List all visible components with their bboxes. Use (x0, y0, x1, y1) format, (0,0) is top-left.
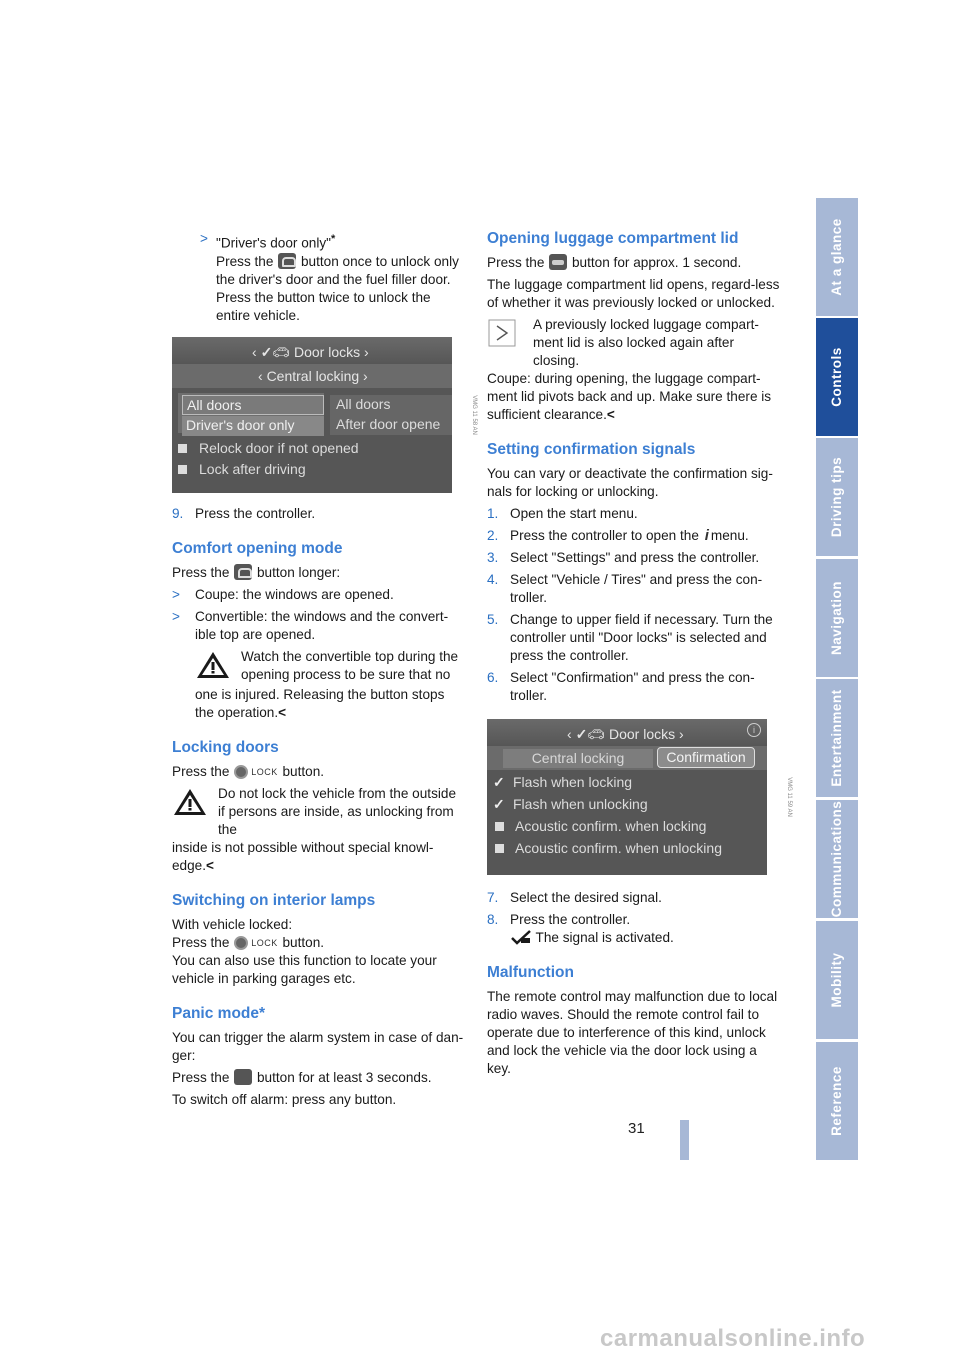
screen-header: ‹ ✓🚗︎ Door locks › (252, 343, 369, 360)
checkbox-icon (178, 444, 187, 453)
checkbox-row-checked[interactable] (493, 795, 648, 813)
step-text: Select "Vehicle / Tires" and press the con-troller. (510, 572, 763, 605)
tab-label: Mobility (829, 952, 844, 1008)
lock-button-icon (234, 934, 278, 952)
info-note (487, 316, 781, 424)
warning-box (195, 648, 466, 686)
lock-button-icon (234, 763, 278, 781)
tab-label: Reference (829, 1066, 844, 1136)
text: button longer: (256, 564, 341, 580)
checkbox-icon (495, 844, 504, 853)
warning-continuation (195, 686, 466, 722)
step (487, 571, 781, 607)
paragraph: To switch off alarm: press any button. (172, 1091, 397, 1107)
paragraph (172, 1069, 466, 1087)
warning-icon (195, 650, 231, 680)
tab-label: Controls (829, 347, 844, 407)
note-icon (487, 318, 523, 348)
bullet-marker: > (172, 608, 180, 624)
note-box (487, 316, 781, 370)
warning-continuation (172, 839, 466, 875)
paragraph (172, 763, 466, 781)
tab-communications[interactable] (816, 800, 858, 918)
paragraph (172, 916, 466, 988)
step (487, 549, 781, 567)
checkbox-icon (495, 822, 504, 831)
screen-subheader-text: Central locking (266, 367, 360, 384)
checkbox-row[interactable] (178, 460, 306, 478)
checkbox-row[interactable] (493, 817, 706, 835)
checkbox-label: Acoustic confirm. when unlocking (515, 840, 722, 856)
step (487, 527, 781, 545)
heading-confirmation-signals: Setting confirmation signals (487, 441, 696, 458)
step-number: 3. (487, 550, 499, 565)
step-number: 4. (487, 572, 499, 587)
note-text: Coupe: during opening, the luggage compart-ment lid pivots back and up. Make sure there is sufficient clearance. (487, 371, 772, 422)
bullet-text: Coupe: the windows are opened. (195, 586, 394, 602)
tab-entertainment[interactable] (816, 679, 858, 797)
text: Press the (172, 1069, 230, 1085)
heading-panic-mode: Panic mode* (172, 1004, 266, 1022)
step (487, 669, 781, 705)
checkbox-label: Flash when locking (513, 774, 633, 790)
tab-controls[interactable] (816, 318, 858, 436)
checkbox-icon (178, 465, 187, 474)
heading-locking-doors: Locking doors (172, 738, 279, 756)
paragraph: You can trigger the alarm system in case of dan-ger: (172, 1029, 464, 1063)
step-number: 5. (487, 612, 499, 627)
option-right-after-door: After door opene (336, 415, 441, 432)
item-title: "Driver's door only" (216, 235, 331, 251)
car-key-icon (278, 253, 296, 269)
item-text: button once to unlock only the driver's door and the fuel filler door. Press the button twice to unlock the entire vehicle. (216, 253, 459, 323)
checkbox-row[interactable] (178, 439, 359, 457)
car-key-icon (234, 564, 252, 580)
lock-label: LOCK (251, 766, 278, 777)
image-code-strip (767, 719, 792, 875)
panic-button-icon (234, 1069, 252, 1085)
step-text: Select "Confirmation" and press the con-troller. (510, 670, 755, 703)
paragraph: The luggage compartment lid opens, regard-less of whether it was previously locked or unlocked. (487, 277, 780, 310)
step-text: Select the desired signal. (510, 890, 662, 905)
checkbox-label: Acoustic confirm. when locking (515, 818, 707, 834)
warning-icon (172, 787, 208, 817)
end-mark: < (278, 704, 287, 720)
watermark: carmanualsonline.info (600, 1325, 866, 1352)
tab-at-a-glance[interactable] (816, 198, 858, 316)
note-text: A previously locked luggage compart-ment lid is also locked again after closing. (533, 317, 759, 368)
chapter-tabs (816, 198, 858, 1160)
list-marker: > (200, 231, 208, 246)
image-code: VMG 11 58 AN (470, 394, 477, 435)
warning-note (172, 648, 466, 722)
step (487, 889, 781, 907)
step-text: Press the controller. (510, 912, 631, 927)
checkbox-row[interactable] (493, 839, 722, 857)
text: With vehicle locked: (172, 916, 293, 932)
asterisk: * (331, 233, 336, 245)
heading-comfort-opening: Comfort opening mode (172, 539, 343, 557)
text: Press the (487, 255, 545, 270)
paragraph (487, 254, 781, 272)
warning-note (172, 785, 466, 875)
tab-mobility[interactable] (816, 921, 858, 1039)
image-code-strip (452, 337, 477, 493)
option-all-doors[interactable]: All doors (182, 395, 324, 415)
warning-text: Watch the convertible top during the opening process to be sure that no (241, 648, 459, 682)
heading-interior-lamps: Switching on interior lamps (172, 891, 376, 909)
warning-text: one is injured. Releasing the button stops the operation. (195, 686, 445, 720)
screen-header-text: Door locks (608, 726, 676, 742)
option-right-all-doors: All doors (336, 395, 391, 412)
item-text: Press the (216, 253, 274, 269)
heading-malfunction: Malfunction (487, 964, 574, 981)
end-mark: < (206, 857, 214, 873)
end-mark: < (606, 407, 615, 422)
text: Press the (172, 934, 230, 950)
paragraph: You can vary or deactivate the confirmation sig-nals for locking or unlocking. (487, 466, 773, 499)
text: You can also use this function to locate your vehicle in parking garages etc. (172, 952, 437, 986)
step-number: 7. (487, 890, 499, 905)
screen-subheader: ‹ Central locking › (258, 367, 368, 384)
checkbox-label: Relock door if not opened (199, 439, 359, 456)
text: Press the (172, 564, 230, 580)
tab-label: Communications (829, 800, 844, 918)
info-icon: i (704, 527, 709, 544)
step-text: menu. (710, 528, 749, 543)
step (487, 911, 781, 947)
page-marker-bar (680, 1120, 689, 1160)
checkbox-row-checked[interactable] (493, 773, 632, 791)
step-number: 1. (487, 506, 499, 521)
bullet-item (172, 586, 466, 604)
trunk-button-icon (549, 254, 567, 270)
info-icon[interactable]: i (747, 723, 761, 737)
warning-box (172, 785, 466, 839)
step (487, 611, 781, 665)
bullet-item (172, 608, 466, 644)
tab-label: Navigation (829, 580, 844, 656)
step-number: 9. (172, 505, 184, 521)
tab-navigation[interactable] (816, 559, 858, 677)
step-text: Open the start menu. (510, 506, 638, 521)
list-item (200, 230, 466, 325)
text: button for at least 3 seconds. (256, 1069, 432, 1085)
step-result-text: The signal is activated. (535, 930, 674, 945)
step-number: 8. (487, 912, 499, 927)
paragraph: The remote control may malfunction due to local radio waves. Should the remote control fail to operate due to interference of this kind, unlock and lock the vehicle via the door lock using a key. (487, 989, 778, 1076)
checkmark-icon: ✓ (493, 796, 505, 812)
checkbox-label: Flash when unlocking (513, 796, 648, 812)
heading-luggage-lid: Opening luggage compartment lid (487, 230, 739, 247)
text: Press the (172, 763, 230, 779)
step-text: Select "Settings" and press the controller. (510, 550, 760, 565)
checkmark-icon (510, 929, 532, 945)
bullet-text: Convertible: the windows and the convert-ible top are opened. (195, 608, 449, 642)
left-column (172, 230, 477, 1113)
step-text: Press the controller to open the (510, 528, 699, 543)
checkmark-icon: ✓ (493, 774, 505, 790)
tab-label: Driving tips (829, 456, 844, 538)
note-continuation (487, 370, 781, 424)
lock-label: LOCK (251, 937, 278, 948)
tab-confirmation[interactable]: Confirmation (657, 747, 755, 768)
warning-text: inside is not possible without special knowl-edge. (172, 839, 434, 873)
paragraph (172, 564, 466, 582)
screen-header-text: Door locks (293, 343, 361, 360)
warning-text: Do not lock the vehicle from the outside if persons are inside, as unlocking from the (218, 785, 457, 837)
image-code: VMG 11 59 AN (785, 777, 792, 817)
text: button. (282, 934, 325, 950)
idrive-screen-door-locks (172, 337, 477, 493)
step-number: 6. (487, 670, 499, 685)
step-number: 2. (487, 528, 499, 543)
step-9 (172, 505, 466, 523)
tab-central-locking[interactable]: Central locking (503, 749, 653, 768)
tab-label: Entertainment (829, 689, 844, 787)
step-text: Press the controller. (195, 505, 316, 521)
step (487, 505, 781, 523)
option-drivers-door-only[interactable]: Driver's door only (182, 416, 324, 436)
text: button. (282, 763, 325, 779)
tab-driving-tips[interactable] (816, 438, 858, 556)
idrive-screen-confirmation (487, 719, 792, 875)
checkbox-label: Lock after driving (199, 460, 306, 477)
tab-label: At a glance (829, 218, 844, 296)
text: button for approx. 1 second. (571, 255, 742, 270)
page-number: 31 (628, 1120, 645, 1137)
right-column (487, 230, 792, 1082)
tab-reference[interactable] (816, 1042, 858, 1160)
screen-header: ‹ ✓🚗︎ Door locks › (567, 726, 684, 742)
step-text: Change to upper field if necessary. Turn the controller until "Door locks" is selected and press the controller. (510, 612, 773, 663)
bullet-marker: > (172, 586, 180, 602)
